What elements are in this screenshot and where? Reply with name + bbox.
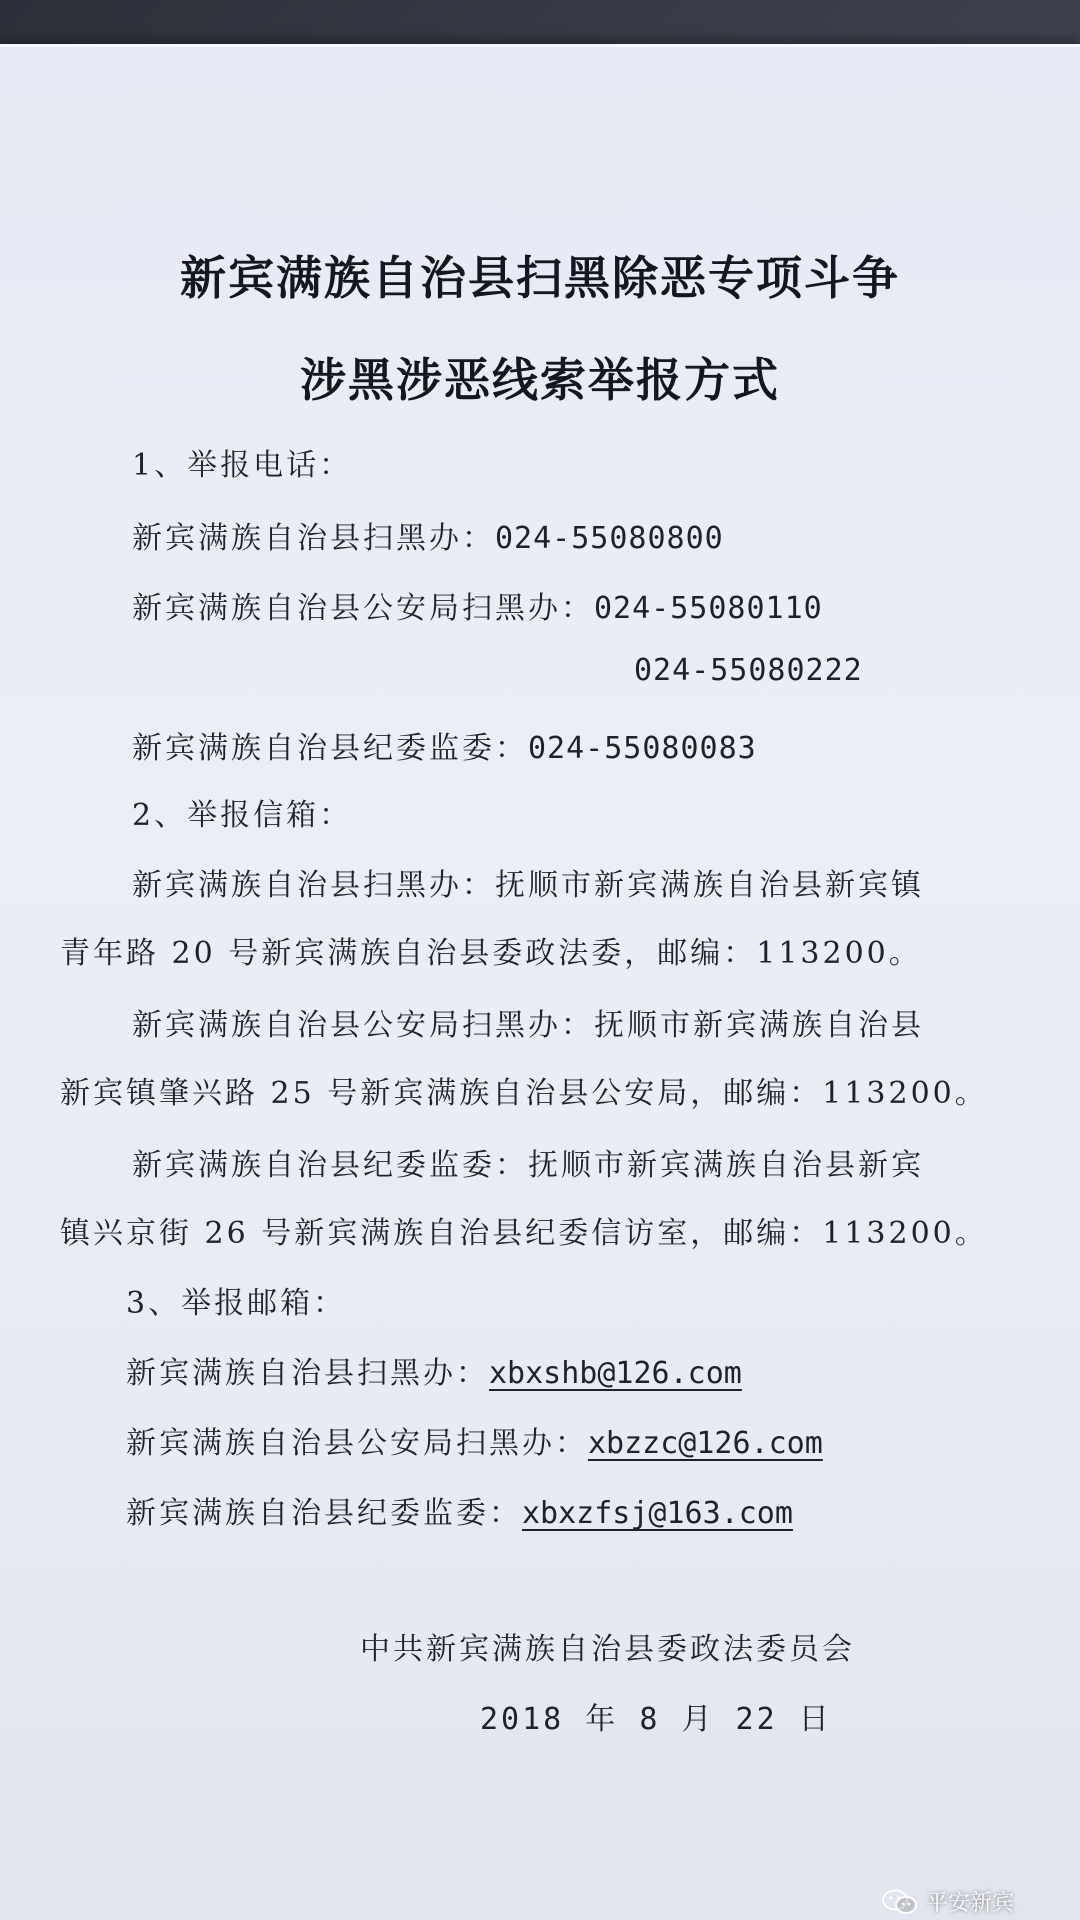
email-label: 新宾满族自治县公安局扫黑办： bbox=[126, 1426, 588, 1461]
section-phone-heading: 1、举报电话： bbox=[132, 448, 353, 483]
mail-paragraph-line: 新宾满族自治县纪委监委：抚顺市新宾满族自治县新宾 bbox=[132, 1148, 924, 1183]
email-line bbox=[126, 1418, 823, 1462]
document-title-line2: 涉黑涉恶线索举报方式 bbox=[300, 353, 780, 407]
mail-paragraph-line: 青年路 20 号新宾满族自治县委政法委，邮编：113200。 bbox=[60, 936, 922, 971]
phone-number: 024-55080110 bbox=[594, 591, 823, 626]
mail-paragraph-line: 新宾满族自治县扫黑办：抚顺市新宾满族自治县新宾镇 bbox=[132, 868, 924, 903]
section-email-heading: 3、举报邮箱： bbox=[126, 1286, 347, 1321]
watermark-text: 平安新宾 bbox=[926, 1891, 1015, 1916]
mail-paragraph-line: 新宾镇肇兴路 25 号新宾满族自治县公安局，邮编：113200。 bbox=[60, 1076, 988, 1111]
watermark bbox=[882, 1886, 1014, 1917]
email-label: 新宾满族自治县纪委监委： bbox=[126, 1496, 522, 1531]
phone-line bbox=[634, 653, 863, 688]
email-address: xbzzc@126.com bbox=[588, 1426, 823, 1461]
phone-label: 新宾满族自治县纪委监委： bbox=[132, 731, 528, 766]
document-title-line1: 新宾满族自治县扫黑除恶专项斗争 bbox=[180, 251, 900, 305]
phone-number: 024-55080083 bbox=[528, 731, 757, 766]
phone-number: 024-55080222 bbox=[634, 653, 863, 688]
email-label: 新宾满族自治县扫黑办： bbox=[126, 1356, 489, 1391]
paper-edge bbox=[0, 44, 1080, 47]
mail-paragraph-line: 镇兴京街 26 号新宾满族自治县纪委信访室，邮编：113200。 bbox=[60, 1216, 988, 1251]
document-date: 2018 年 8 月 22 日 bbox=[480, 1702, 832, 1737]
email-address: xbxshb@126.com bbox=[489, 1356, 742, 1391]
email-address: xbxzfsj@163.com bbox=[522, 1496, 793, 1531]
phone-line bbox=[132, 513, 724, 557]
section-mail-heading: 2、举报信箱： bbox=[132, 798, 353, 833]
mail-paragraph-line: 新宾满族自治县公安局扫黑办：抚顺市新宾满族自治县 bbox=[132, 1008, 924, 1043]
phone-label: 新宾满族自治县扫黑办： bbox=[132, 521, 495, 556]
signature: 中共新宾满族自治县委政法委员会 bbox=[360, 1632, 855, 1667]
phone-number: 024-55080800 bbox=[495, 521, 724, 556]
email-line bbox=[126, 1488, 793, 1532]
phone-line bbox=[132, 583, 823, 627]
email-line bbox=[126, 1348, 742, 1392]
phone-line bbox=[132, 723, 757, 767]
phone-label: 新宾满族自治县公安局扫黑办： bbox=[132, 591, 594, 626]
wechat-icon bbox=[882, 1889, 918, 1915]
